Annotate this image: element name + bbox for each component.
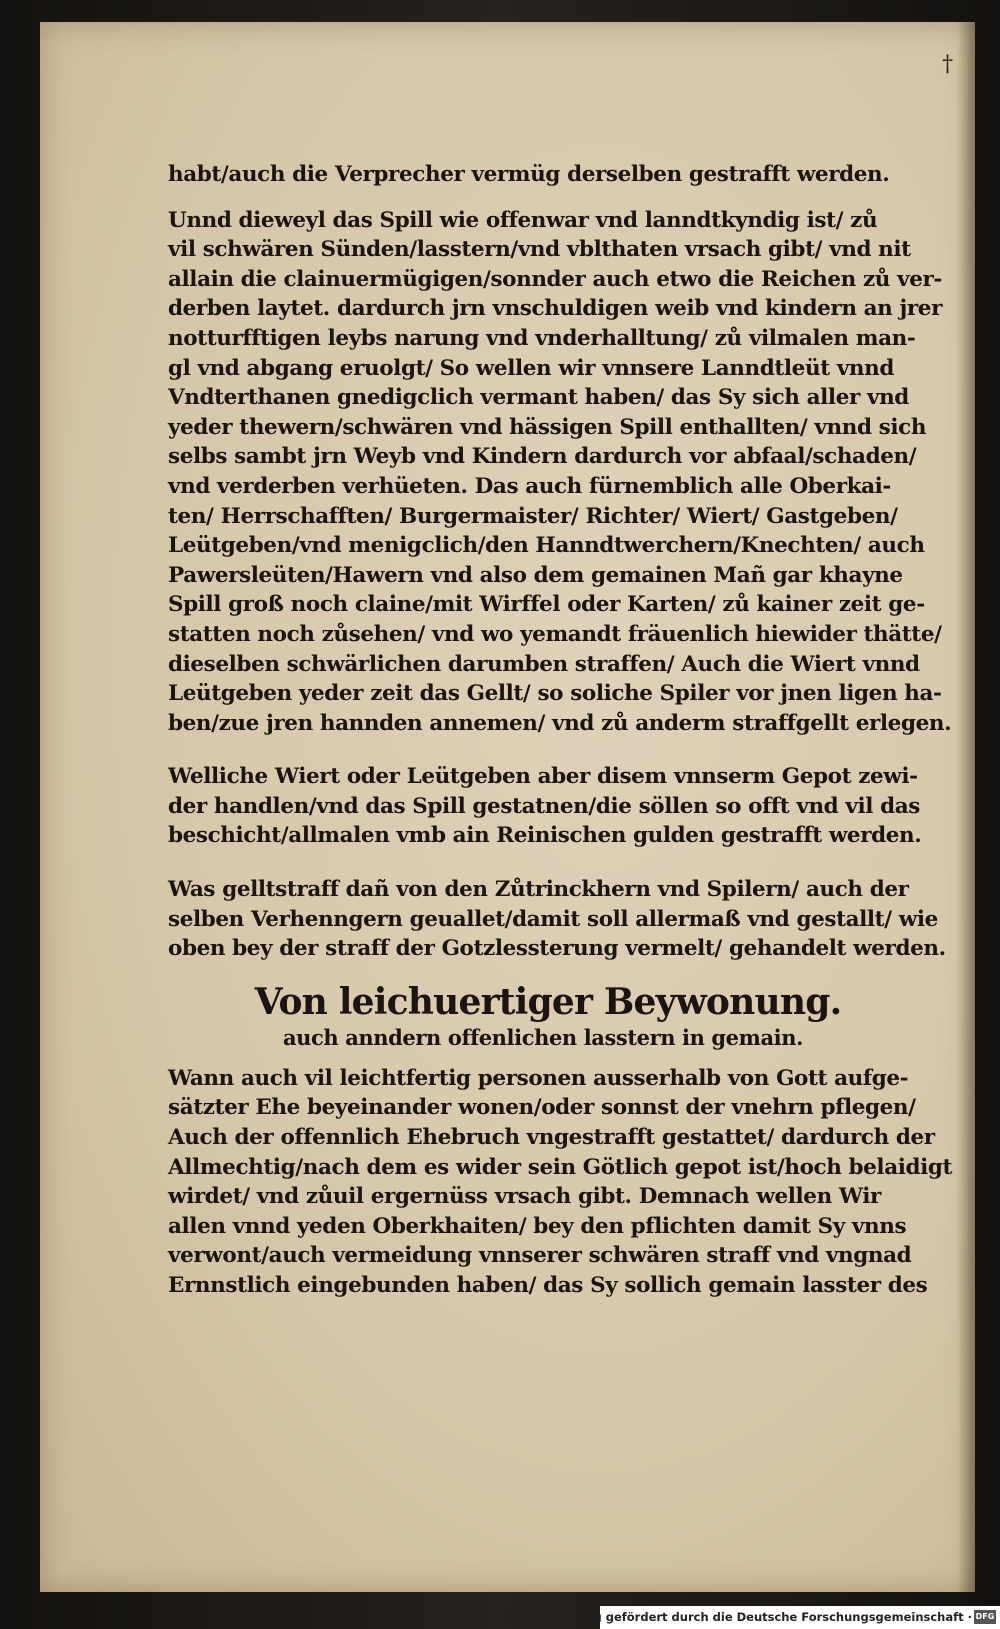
text-line: verwont/auch vermeidung vnnserer schwären straff vnd vngnad bbox=[168, 1243, 912, 1269]
paragraph-1 bbox=[168, 160, 968, 190]
text-line: Wann auch vil leichtfertig personen ausserhalb von Gott aufge- bbox=[168, 1065, 909, 1091]
text-line: derben laytet. dardurch jrn vnschuldigen weib vnd kindern an jrer bbox=[168, 296, 942, 322]
text-line: Vndterthanen gnedigclich vermant haben/ das Sy sich aller vnd bbox=[168, 385, 909, 411]
text-line: der handlen/vnd das Spill gestatnen/die söllen so offt vnd vil das bbox=[168, 793, 920, 819]
text-line: statten noch zůsehen/ vnd wo yemandt fräuenlich hiewider thätte/ bbox=[168, 621, 942, 647]
text-line: selben Verhenngern geuallet/damit soll allermaß vnd gestallt/ wie bbox=[168, 906, 938, 932]
text-line: wirdet/ vnd zůuil ergernüss vrsach gibt. Demnach wellen Wir bbox=[168, 1184, 881, 1210]
paragraph-3 bbox=[168, 762, 968, 851]
text-line: Auch der offennlich Ehebruch vngestrafft gestattet/ dardurch der bbox=[168, 1125, 935, 1151]
text-line: gl vnd abgang eruolgt/ So wellen wir vnnsere Lanndtleüt vnnd bbox=[168, 355, 895, 381]
paragraph-2 bbox=[168, 206, 968, 739]
text-line: notturfftigen leybs narung vnd vnderhalltung/ zů vilmalen man- bbox=[168, 325, 916, 351]
text-line: selbs sambt jrn Weyb vnd Kindern dardurch vor abfaal/schaden/ bbox=[168, 444, 917, 470]
footer-bar bbox=[506, 1606, 1000, 1629]
section-paragraph bbox=[168, 1064, 968, 1301]
paragraph-4 bbox=[168, 875, 968, 964]
dfg-logo: DFG bbox=[974, 1610, 996, 1624]
text-line: dieselben schwärlichen darumben straffen/ Auch die Wiert vnnd bbox=[168, 651, 920, 677]
text-line: beschicht/allmalen vmb ain Reinischen gulden gestrafft werden. bbox=[168, 823, 922, 849]
text-line: Allmechtig/nach dem es wider sein Götlich gepot ist/hoch belaidigt bbox=[168, 1154, 953, 1180]
text-line: Ernnstlich eingebunden haben/ das Sy sollich gemain lasster des bbox=[168, 1273, 928, 1298]
text-line: oben bey der straff der Gotzlessterung vermelt/ gehandelt werden. bbox=[168, 936, 946, 962]
section-heading: Von leichuertiger Beywonung. bbox=[254, 980, 842, 1023]
text-line: allain die clainuermügigen/sonnder auch etwo die Reichen zů ver- bbox=[168, 266, 942, 292]
text-line: Leütgeben yeder zeit das Gellt/ so soliche Spiler vor jnen ligen ha- bbox=[168, 681, 942, 707]
text-line: vnd verderben verhüeten. Das auch fürnemblich alle Oberkai- bbox=[168, 473, 891, 499]
text-line: vil schwären Sünden/lasstern/vnd vblthaten vrsach gibt/ vnd nit bbox=[168, 237, 911, 263]
text-line: Leütgeben/vnd menigclich/den Hanndtwerchern/Knechten/ auch bbox=[168, 533, 925, 559]
text-line: Welliche Wiert oder Leütgeben aber disem vnnserm Gepot zewi- bbox=[168, 764, 918, 790]
text-line: Was gelltstraff dañ von den Zůtrinckhern vnd Spilern/ auch der bbox=[168, 877, 909, 903]
text-line: ten/ Herrschafften/ Burgermaister/ Richter/ Wiert/ Gastgeben/ bbox=[168, 503, 898, 529]
text-line: yeder thewern/schwären vnd hässigen Spill enthallten/ vnnd sich bbox=[168, 414, 927, 440]
section-subheading: auch anndern offenlichen lasstern in gemain. bbox=[282, 1024, 804, 1050]
text-line: Spill groß noch claine/mit Wirffel oder Karten/ zů kainer zeit ge- bbox=[168, 592, 925, 618]
text-line: habt/auch die Verprecher vermüg derselben gestrafft werden. bbox=[168, 162, 890, 187]
text-line: ben/zue jren hannden annemen/ vnd zů anderm straffgellt erlegen. bbox=[168, 710, 952, 736]
text-line: Pawersleüten/Hawern vnd also dem gemainen Mañ gar khayne bbox=[168, 562, 903, 588]
text-line: sätzter Ehe beyeinander wonen/oder sonnst der vnehrn pflegen/ bbox=[168, 1095, 916, 1121]
margin-mark: † bbox=[942, 52, 953, 77]
page-text bbox=[168, 160, 968, 1301]
text-line: Unnd dieweyl das Spill wie offenwar vnd lanndtkyndig ist/ zů bbox=[168, 207, 878, 233]
text-line: allen vnnd yeden Oberkhaiten/ bey den pflichten damit Sy vnns bbox=[168, 1213, 907, 1239]
funding-notice: Digitalisierung gefördert durch die Deutsche Forschungsgemeinschaft · bbox=[506, 1610, 972, 1624]
